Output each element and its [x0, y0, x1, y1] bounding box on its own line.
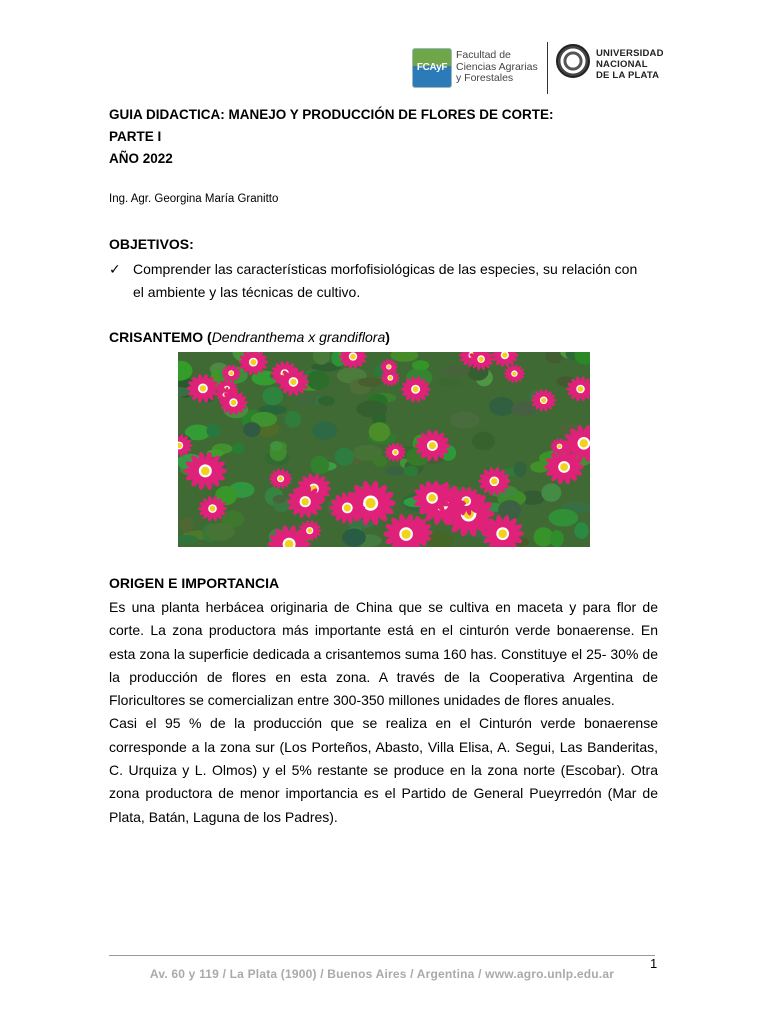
leaf: [412, 360, 429, 370]
leaf: [548, 509, 578, 527]
footer-rule: [109, 955, 655, 956]
origen-heading: ORIGEN E IMPORTANCIA: [109, 575, 280, 591]
fcaf-logo-icon: [412, 48, 452, 88]
page-number: 1: [650, 956, 658, 971]
leaf: [541, 483, 561, 501]
leaf: [574, 352, 590, 365]
footer-address: Av. 60 y 119 / La Plata (1900) / Buenos Aires / Argentina / www.agro.unlp.edu.ar: [149, 967, 615, 981]
paragraph: Es una planta herbácea originaria de China que se cultiva en maceta y para flor de corte. La zona productora más importante está en el cinturón verde bonaerense. En esta zona la superficie dedicada a crisantemos suma 160 has. Constituye el 25- 30% de la producción de flores en esta zona. A través de la Cooperativa Argentina de Floricultores se comercializan entre 300-350 millones unidades de flores anuales.: [109, 599, 658, 709]
leaf: [550, 530, 564, 547]
checkmark-icon: ✓: [109, 261, 121, 277]
objective-item: Comprender las características morfofisiológicas de las especies, su relación con el ambiente y las técnicas de cultivo.: [133, 261, 638, 300]
leaf: [437, 377, 463, 387]
leaf: [318, 396, 335, 406]
leaf: [472, 432, 495, 451]
leaf: [342, 529, 366, 547]
leaf: [498, 500, 521, 520]
leaf: [353, 445, 383, 461]
leaf: [450, 412, 480, 429]
leaf: [385, 467, 405, 476]
leaf: [232, 443, 245, 454]
paren: ): [385, 329, 390, 345]
flower: [491, 352, 518, 368]
document-title: [109, 104, 554, 170]
unlp-name-line: UNIVERSIDAD: [596, 48, 664, 59]
leaf: [285, 411, 302, 428]
leaf: [358, 378, 382, 387]
unlp-name: [596, 48, 676, 81]
fcaf-name: [456, 50, 554, 85]
objectives-heading: OBJETIVOS:: [109, 236, 194, 252]
fcaf-name-line: y Forestales: [456, 72, 514, 84]
leaf: [514, 462, 527, 477]
unlp-name-line: NACIONAL: [596, 59, 648, 70]
leaf: [206, 523, 235, 541]
fcaf-badge-text: FCAyF: [416, 62, 448, 73]
leaf: [369, 422, 390, 441]
paragraph: Casi el 95 % de la producción que se realiza en el Cinturón verde bonaerense corresponde a la zona sur (Los Porteños, Abasto, Villa Elisa, A. Segui, Las Banderitas, C. Urquiza y L. Olmos) y el 5% restante se produce en la zona norte (Escobar). Otra zona productora de menor importancia es el Partido de General Pueyrredón (Mar de Plata, Batán, Laguna de los Padres).: [109, 715, 658, 825]
leaf: [180, 517, 193, 533]
author: Ing. Agr. Georgina María Granitto: [109, 193, 279, 205]
fcaf-name-line: Ciencias Agrarias: [456, 60, 538, 73]
leaf: [263, 387, 284, 406]
leaf: [270, 441, 282, 451]
paren: (: [203, 329, 212, 345]
leaf: [243, 422, 260, 437]
chrysanthemum-photo: [178, 352, 590, 547]
title-line: PARTE I: [109, 129, 162, 144]
leaf: [489, 397, 514, 416]
leaf: [444, 366, 471, 376]
origen-body: [109, 596, 658, 829]
title-line: AÑO 2022: [109, 151, 173, 166]
crisantemo-name: CRISANTEMO: [109, 329, 204, 345]
flower: [504, 364, 525, 383]
leaf: [356, 401, 387, 418]
title-line: GUIA DIDACTICA: MANEJO Y PRODUCCIÓN DE FLORES DE CORTE:: [109, 107, 554, 122]
leaf: [207, 424, 221, 438]
flower-field-illustration: [178, 352, 590, 547]
leaf: [574, 522, 588, 539]
leaf: [335, 448, 354, 466]
leaf: [310, 456, 329, 474]
leaf: [178, 361, 193, 381]
leaf: [391, 352, 419, 362]
unlp-name-line: DE LA PLATA: [596, 70, 660, 81]
unlp-seal-icon: [556, 44, 590, 78]
leaf: [404, 466, 418, 477]
logo-divider: [547, 42, 548, 94]
fcaf-name-line: Facultad de: [456, 49, 511, 61]
flower: [339, 352, 367, 369]
crisantemo-heading: [109, 329, 390, 345]
leaf: [273, 495, 287, 503]
objectives-list: [109, 258, 649, 304]
flower: [383, 513, 429, 547]
header-logos: [412, 42, 662, 96]
leaf: [307, 370, 329, 390]
scientific-name: Dendranthema x grandiflora: [211, 329, 386, 345]
leaf: [312, 422, 337, 440]
